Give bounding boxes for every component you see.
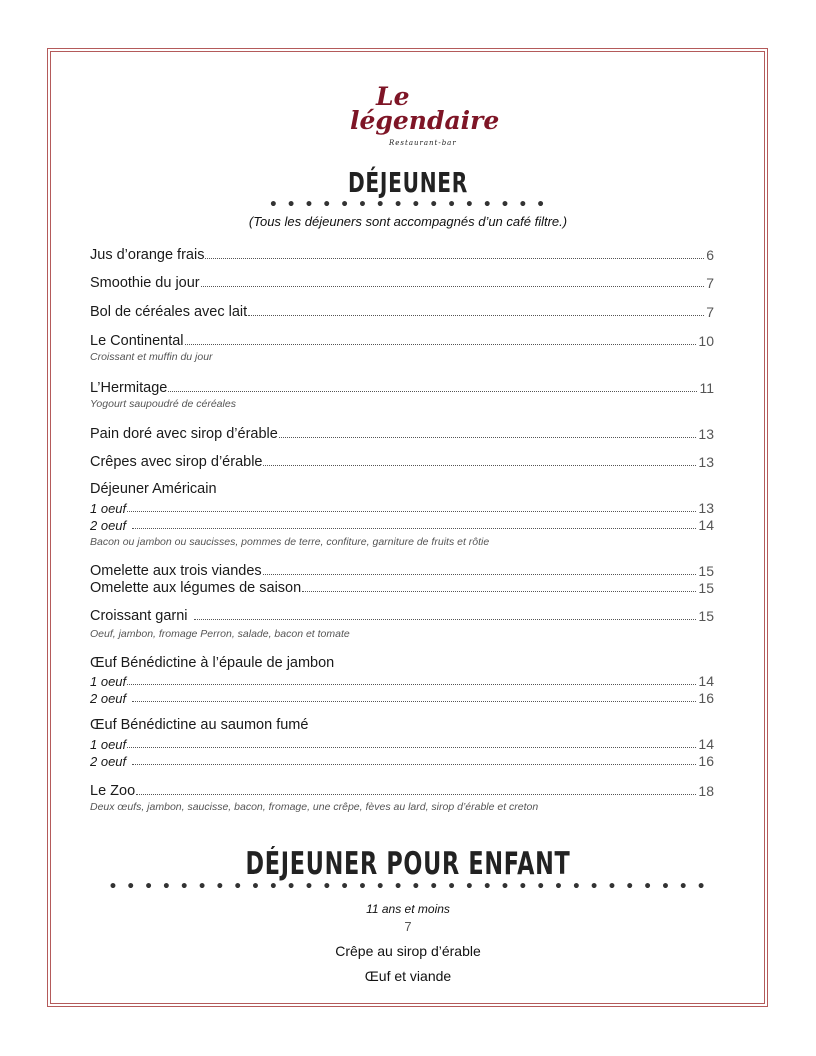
leader-dots bbox=[132, 527, 696, 529]
option-price: 16 bbox=[698, 690, 714, 706]
item-name: Le Continental bbox=[90, 333, 184, 349]
leader-dots bbox=[201, 285, 705, 287]
item-description: Yogourt saupoudré de céréales bbox=[90, 398, 236, 410]
option-row bbox=[90, 498, 714, 516]
option-price: 14 bbox=[698, 517, 714, 533]
menu-item-omelette-legumes bbox=[90, 578, 714, 596]
menu-item-hermitage bbox=[90, 378, 714, 396]
leader-dots bbox=[127, 746, 696, 748]
logo-subtitle: Restaurant-bar bbox=[389, 139, 457, 147]
leader-dots bbox=[279, 436, 697, 438]
item-description: Deux œufs, jambon, saucisse, bacon, fromage, une crêpe, fèves au lard, sirop d’érable et creton bbox=[90, 801, 539, 813]
item-name: Bol de céréales avec lait bbox=[90, 304, 248, 320]
leader-dots bbox=[185, 343, 697, 345]
option-row bbox=[90, 515, 714, 533]
item-price: 13 bbox=[698, 426, 714, 442]
option-name: 1 oeuf bbox=[90, 737, 127, 752]
kids-title-underline: • • • • • • • • • • • • • • • • • • • • • • • • • • • • • • • • • • bbox=[108, 879, 708, 895]
item-price: 15 bbox=[698, 563, 714, 579]
kids-age-limit: 11 ans et moins bbox=[366, 902, 450, 916]
kids-item-oeuf: Œuf et viande bbox=[364, 968, 452, 984]
item-name: Pain doré avec sirop d’érable bbox=[90, 426, 278, 442]
item-price: 10 bbox=[698, 333, 714, 349]
item-name: L’Hermitage bbox=[90, 380, 168, 396]
restaurant-logo bbox=[350, 82, 500, 150]
menu-item-americain: Déjeuner Américain bbox=[90, 481, 217, 497]
option-row bbox=[90, 751, 714, 769]
leader-dots bbox=[127, 683, 696, 685]
option-row bbox=[90, 671, 714, 689]
item-description: Oeuf, jambon, fromage Perron, salade, bacon et tomate bbox=[90, 628, 350, 640]
menu-item-continental bbox=[90, 331, 714, 349]
leader-dots bbox=[263, 464, 696, 466]
item-description: Bacon ou jambon ou saucisses, pommes de terre, confiture, garniture de fruits et rôtie bbox=[90, 536, 490, 548]
item-price: 6 bbox=[706, 247, 714, 263]
menu-item-smoothie bbox=[90, 273, 714, 291]
leader-dots bbox=[168, 390, 697, 392]
item-price: 13 bbox=[698, 454, 714, 470]
option-name: 1 oeuf bbox=[90, 501, 127, 516]
menu-item-cereales bbox=[90, 302, 714, 320]
item-name: Omelette aux légumes de saison bbox=[90, 580, 302, 596]
option-name: 1 oeuf bbox=[90, 674, 127, 689]
item-name: Jus d’orange frais bbox=[90, 247, 205, 263]
kids-item-crepe: Crêpe au sirop d’érable bbox=[335, 943, 481, 959]
option-price: 14 bbox=[698, 673, 714, 689]
item-price: 15 bbox=[698, 580, 714, 596]
menu-item-benedictine-saumon: Œuf Bénédictine au saumon fumé bbox=[90, 717, 309, 733]
item-name: Crêpes avec sirop d’érable bbox=[90, 454, 263, 470]
menu-item-croissant bbox=[90, 606, 714, 624]
leader-dots bbox=[263, 573, 697, 575]
menu-item-zoo bbox=[90, 781, 714, 799]
leader-dots bbox=[248, 314, 704, 316]
option-price: 16 bbox=[698, 753, 714, 769]
leader-dots bbox=[136, 793, 696, 795]
menu-item-omelette-viandes bbox=[90, 561, 714, 579]
item-price: 7 bbox=[706, 275, 714, 291]
menu-title-underline: • • • • • • • • • • • • • • • • bbox=[268, 197, 548, 213]
menu-item-pain-dore bbox=[90, 424, 714, 442]
item-description: Croissant et muffin du jour bbox=[90, 351, 213, 363]
option-name: 2 oeuf bbox=[90, 691, 127, 706]
option-row bbox=[90, 734, 714, 752]
menu-item-benedictine-jambon: Œuf Bénédictine à l’épaule de jambon bbox=[90, 655, 335, 671]
menu-item-jus bbox=[90, 245, 714, 263]
kids-menu-title: DÉJEUNER POUR ENFANT bbox=[245, 846, 571, 882]
item-name: Smoothie du jour bbox=[90, 275, 200, 291]
item-price: 15 bbox=[698, 608, 714, 624]
kids-price: 7 bbox=[404, 919, 412, 934]
item-name: Omelette aux trois viandes bbox=[90, 563, 262, 579]
menu-title: DÉJEUNER bbox=[347, 166, 469, 199]
leader-dots bbox=[194, 618, 697, 620]
logo-text-le: Le bbox=[376, 82, 410, 111]
menu-item-crepes bbox=[90, 452, 714, 470]
item-name: Croissant garni bbox=[90, 608, 188, 624]
leader-dots bbox=[127, 510, 696, 512]
menu-note: (Tous les déjeuners sont accompagnés d’un café filtre.) bbox=[248, 214, 568, 229]
option-price: 13 bbox=[698, 500, 714, 516]
option-name: 2 oeuf bbox=[90, 754, 127, 769]
option-name: 2 oeuf bbox=[90, 518, 127, 533]
logo-text-legendaire: légendaire bbox=[350, 106, 500, 135]
leader-dots bbox=[132, 700, 696, 702]
option-price: 14 bbox=[698, 736, 714, 752]
leader-dots bbox=[302, 590, 696, 592]
item-price: 18 bbox=[698, 783, 714, 799]
option-row bbox=[90, 688, 714, 706]
leader-dots bbox=[132, 763, 696, 765]
item-price: 7 bbox=[706, 304, 714, 320]
item-price: 11 bbox=[699, 380, 714, 396]
item-name: Le Zoo bbox=[90, 783, 136, 799]
leader-dots bbox=[205, 257, 704, 259]
